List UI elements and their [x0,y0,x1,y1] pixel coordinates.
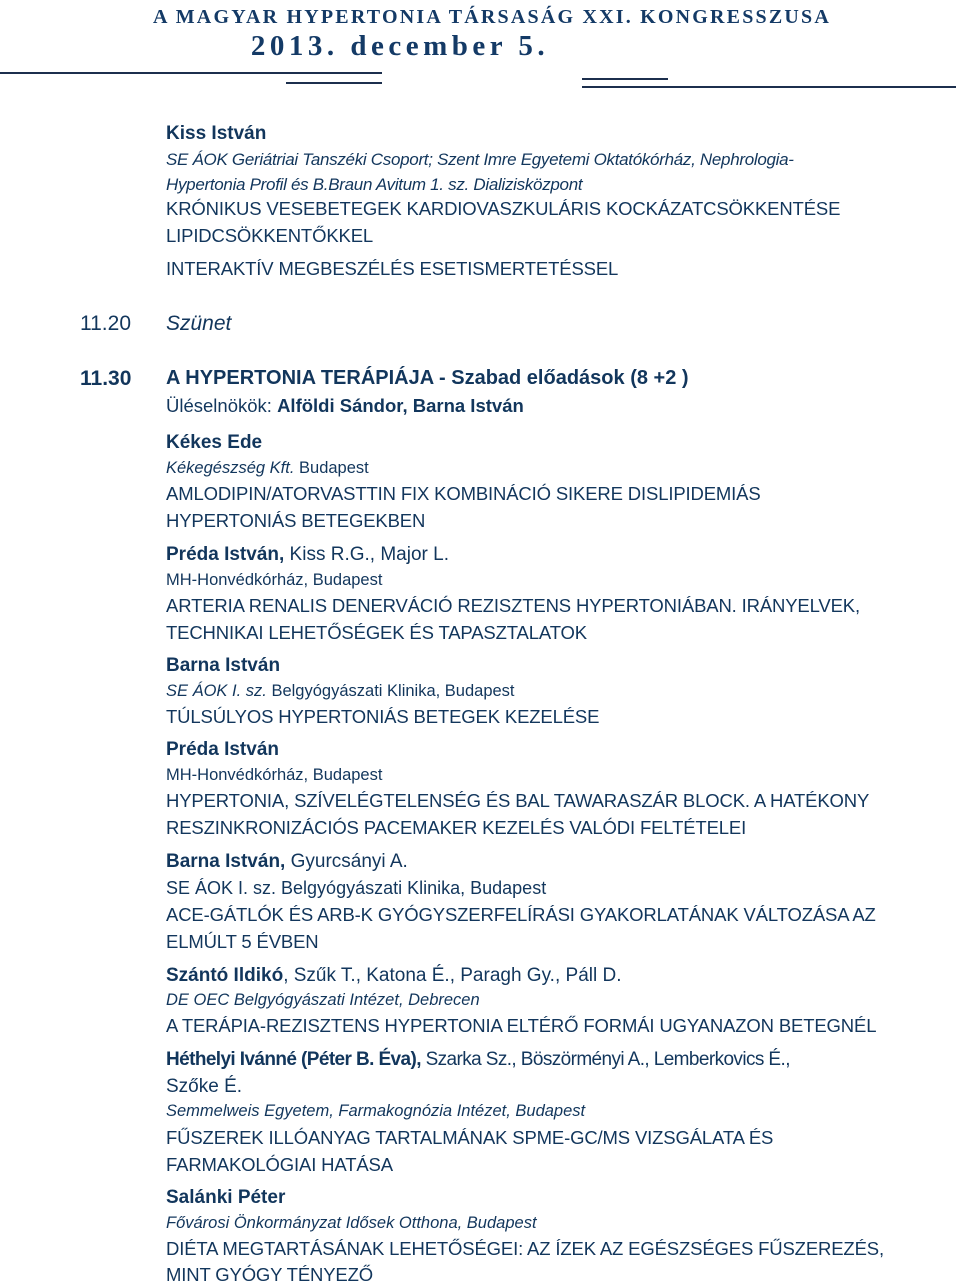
talk-title-line: TECHNIKAI LEHETŐSÉGEK ÉS TAPASZTALATOK [166,622,587,643]
speaker-name [166,966,621,985]
chairs-names: Alföldi Sándor, Barna István [277,395,524,416]
page-header [0,0,960,100]
talk-title-line: LIPIDCSÖKKENTŐKKEL [166,225,374,246]
speaker-name: Préda István [166,739,279,760]
session-heading [166,368,689,388]
institution-rest: Budapest [294,459,369,477]
congress-date: 2013. december 5. [250,30,550,62]
institution-line [166,460,369,477]
speaker-name [166,545,449,564]
speaker-name [166,852,408,871]
coauthors: Gyurcsányi A. [285,851,408,872]
institution-line: SE ÁOK I. sz. Belgyógyászati Klinika, Budapest [166,878,547,898]
speaker-name: Kékes Ede [166,432,263,453]
coauthors: Szőke É. [166,1076,243,1097]
speaker-main: Barna István, [166,851,286,872]
speaker-name: Barna István [166,655,281,676]
institution-line: Fővárosi Önkormányzat Idősek Otthona, Budapest [166,1214,537,1232]
congress-title: A MAGYAR HYPERTONIA TÁRSASÁG XXI. KONGRESSZUSA [152,6,832,28]
talk-title-line: HYPERTONIÁS BETEGEKBEN [166,510,426,531]
talk-title-line: ELMÚLT 5 ÉVBEN [166,931,319,952]
speaker-name: Kiss István [166,123,267,144]
chairs-label: Üléselnökök: [166,395,272,416]
session-chairs [166,397,524,416]
talk-extra-line: INTERAKTÍV MEGBESZÉLÉS ESETISMERTETÉSSEL [166,258,619,279]
break-label: Szünet [166,312,232,335]
session-title: A HYPERTONIA TERÁPIÁJA [166,367,434,389]
talk-title-line: A TERÁPIA-REZISZTENS HYPERTONIA ELTÉRŐ FORMÁI UGYANAZON BETEGNÉL [166,1015,877,1036]
coauthors: Szarka Sz., Böszörményi A., Lemberkovics É., [420,1049,790,1070]
institution-line: SE ÁOK Geriátriai Tanszéki Csoport; Szent Imre Egyetemi Oktatókórház, Nephrologia- [166,150,794,169]
talk-title-line: ARTERIA RENALIS DENERVÁCIÓ REZISZTENS HYPERTONIÁBAN. IRÁNYELVEK, [166,595,860,616]
break-time: 11.20 [80,312,131,335]
institution-line: Hypertonia Profil és B.Braun Avitum 1. sz. Dializisközpont [166,175,583,194]
speaker-name: Salánki Péter [166,1187,286,1208]
institution-line: MH-Honvédkórház, Budapest [166,766,383,784]
institution-line [166,683,515,700]
institution-rest: Belgyógyászati Klinika, Budapest [266,682,515,700]
session-time: 11.30 [80,367,132,390]
speaker-name [166,1050,790,1069]
institution-italic: Kékegészség Kft. [166,459,295,477]
header-rule-right-top [582,78,668,80]
session-subtitle: Szabad előadások (8 +2 ) [451,367,689,389]
header-rule-left-top [0,72,382,74]
talk-title-line: FARMAKOLÓGIAI HATÁSA [166,1154,393,1175]
institution-italic: SE ÁOK I. sz. [166,682,267,700]
coauthors: Kiss R.G., Major L. [284,544,449,565]
institution-line: DE OEC Belgyógyászati Intézet, Debrecen [166,991,480,1009]
talk-title-line: AMLODIPIN/ATORVASTTIN FIX KOMBINÁCIÓ SIKERE DISLIPIDEMIÁS [166,483,761,504]
talk-title-line: FŰSZEREK ILLÓANYAG TARTALMÁNAK SPME-GC/MS VIZSGÁLATA ÉS [166,1127,774,1148]
speaker-main: Préda István, [166,544,285,565]
speaker-main: Szántó Ildikó [166,965,284,986]
coauthors: , Szűk T., Katona É., Paragh Gy., Páll D. [283,965,622,986]
talk-title-line: RESZINKRONIZÁCIÓS PACEMAKER KEZELÉS VALÓDI FELTÉTELEI [166,817,747,838]
header-rule-right-bottom [582,86,956,88]
talk-title-line: DIÉTA MEGTARTÁSÁNAK LEHETŐSÉGEI: AZ ÍZEK AZ EGÉSZSÉGES FŰSZEREZÉS, [166,1238,884,1259]
talk-title-line: KRÓNIKUS VESEBETEGEK KARDIOVASZKULÁRIS KOCKÁZATCSÖKKENTÉSE [166,198,841,219]
institution-line: Semmelweis Egyetem, Farmakognózia Intézet, Budapest [166,1102,586,1120]
speaker-name-cont [166,1077,242,1096]
talk-title-line: ACE-GÁTLÓK ÉS ARB-K GYÓGYSZERFELÍRÁSI GYAKORLATÁNAK VÁLTOZÁSA AZ [166,904,876,925]
institution-line: MH-Honvédkórház, Budapest [166,571,383,589]
session-separator: - [433,367,452,389]
talk-title-line: TÚLSÚLYOS HYPERTONIÁS BETEGEK KEZELÉSE [166,706,600,727]
speaker-main: Héthelyi Ivánné (Péter B. Éva), [166,1049,421,1070]
talk-title-line: HYPERTONIA, SZÍVELÉGTELENSÉG ÉS BAL TAWARASZÁR BLOCK. A HATÉKONY [166,790,870,811]
header-rule-left-bottom [286,82,382,84]
talk-title-line: MINT GYÓGY TÉNYEZŐ [166,1264,374,1285]
